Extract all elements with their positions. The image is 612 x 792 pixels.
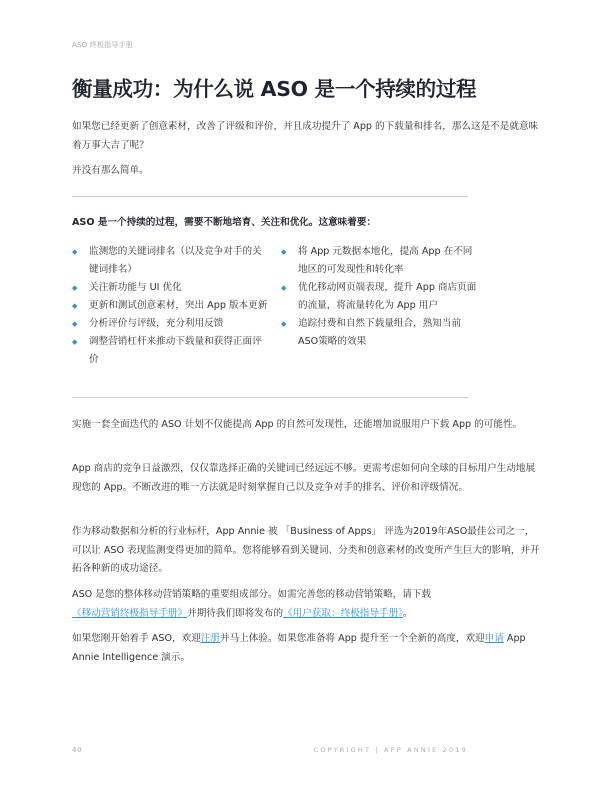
divider-bottom (72, 397, 468, 398)
callout-list-left (72, 243, 270, 369)
list-item: ◆ 调整营销杠杆来推动下载量和获得正面评价 (72, 333, 270, 369)
body-paragraph-4: ASO 是您的整体移动营销策略的重要组成部分。如需完善您的移动营销策略，请下载《移动营销终极指导手册》并期待我们即将发布的《用户获取：终极指导手册》。 (72, 589, 432, 619)
list-item: ◆ 监测您的关键词排名（以及竞争对手的关键词排名） (72, 243, 270, 279)
list-item: ◆ 将 App 元数据本地化，提高 App 在不同地区的可发现性和转化率 (281, 243, 479, 279)
list-item: ◆ 分析评价与评级，充分利用反馈 (72, 315, 270, 333)
bullet-icon: ◆ (281, 248, 287, 256)
copyright-footer: COPYRIGHT | APP ANNIE 2019 (313, 746, 468, 754)
bullet-icon: ◆ (281, 320, 287, 328)
list-item: ◆ 追踪付费和自然下载量组合，熟知当前ASO策略的效果 (281, 315, 479, 351)
divider-top (72, 196, 468, 197)
bullet-icon: ◆ (72, 320, 78, 328)
link-user-acquisition-guide[interactable]: 《用户获取：终极指导手册》 (283, 607, 403, 619)
body-paragraph-5: 如果您刚开始着手 ASO，欢迎注册并马上体验。如果您准备将 App 提升至一个全新的高度，欢迎申请 App Annie Intelligence 演示。 (72, 633, 526, 663)
body-paragraph-1: 实施一套全面迭代的 ASO 计划不仅能提高 App 的自然可发现性，还能增加说服用户下载 App 的可能性。 (72, 419, 523, 430)
list-item: ◆ 关注新功能与 UI 优化 (72, 279, 270, 297)
body-paragraph-3: 作为移动数据和分析的行业标杆，App Annie 被 「Business of Apps」 评选为2019年ASO最佳公司之一，可以让 ASO 表现监测变得更加的简单。您将能够看到关键词、分类和创意素材的改变所产生巨大的影响，并开拓各种新的成功途径。 (72, 526, 540, 574)
link-mobile-marketing-guide[interactable]: 《移动营销终极指导手册》 (72, 607, 188, 619)
list-item: ◆ 更新和测试创意素材，突出 App 版本更新 (72, 297, 270, 315)
running-header: ASO 终极指导手册 (72, 41, 133, 49)
bullet-icon: ◆ (72, 338, 78, 346)
link-request-demo[interactable]: 申请 (484, 633, 504, 644)
bullet-icon: ◆ (281, 284, 287, 292)
callout-list-right (281, 243, 479, 351)
page-title: 衡量成功：为什么说 ASO 是一个持续的过程 (72, 77, 477, 101)
intro-paragraph-1: 如果您已经更新了创意素材，改善了评级和评价，并且成功提升了 App 的下载量和排名，那么这是不是就意味着万事大吉了呢？ (72, 121, 539, 151)
body-paragraph-2: App 商店的竞争日益激烈，仅仅靠选择正确的关键词已经远远不够。更需考虑如何向全球的目标用户生动地展现您的 App。不断改进的唯一方法就是时刻掌握自己以及竞争对手的排名、评价和评级情况。 (72, 463, 536, 493)
intro-paragraph-2: 并没有那么简单。 (72, 165, 149, 176)
bullet-icon: ◆ (72, 302, 78, 310)
list-item: ◆ 优化移动网页端表现，提升 App 商店页面的流量，将流量转化为 App 用户 (281, 279, 479, 315)
bullet-icon: ◆ (72, 284, 78, 292)
link-register[interactable]: 注册 (200, 633, 220, 644)
bullet-icon: ◆ (72, 248, 78, 256)
callout-heading: ASO 是一个持续的过程，需要不断地培育、关注和优化。这意味着要： (72, 217, 377, 228)
page-number: 40 (72, 746, 82, 754)
